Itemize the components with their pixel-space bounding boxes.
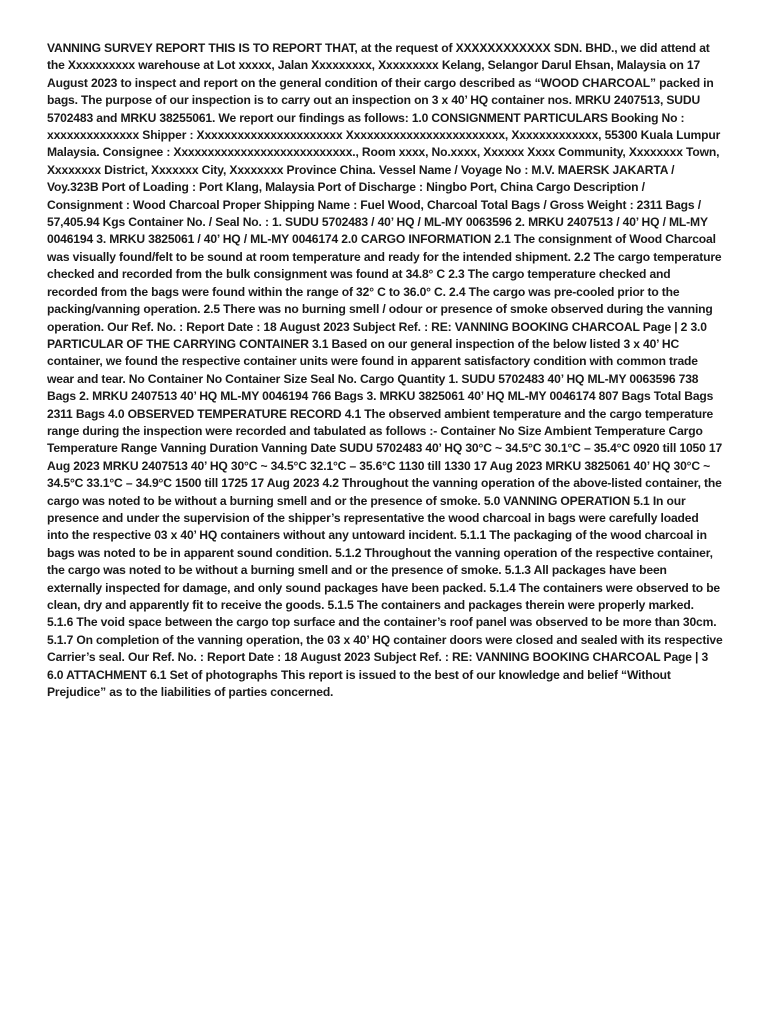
report-body-text: VANNING SURVEY REPORT THIS IS TO REPORT THAT, at the request of XXXXXXXXXXXX SDN. BHD., we did attend at the Xxxxxxxxxx warehouse at Lot xxxxx, Jalan Xxxxxxxxx, Xxxxxxxxx Kelang, Selangor Darul Ehsan, Malaysia on 17 August 2023 to inspect and report on the general condition of their cargo described as “WOOD CHARCOAL” packed in bags. The purpose of our inspection is to carry out an inspection on 3 x 40’ HQ container nos. MRKU 2407513, SUDU 5702483 and MRKU 38255061. We report our findings as follows: 1.0 CONSIGNMENT PARTICULARS Booking No : xxxxxxxxxxxxxx Shipper : Xxxxxxxxxxxxxxxxxxxxxx Xxxxxxxxxxxxxxxxxxxxxxxx, Xxxxxxxxxxxxx, 55300 Kuala Lumpur Malaysia. Consignee : Xxxxxxxxxxxxxxxxxxxxxxxxxxx., Room xxxx, No.xxxx, Xxxxxx Xxxx Community, Xxxxxxxx Town, Xxxxxxxx District, Xxxxxxx City, Xxxxxxxx Province China. Vessel Name / Voyage No : M.V. MAERSK JAKARTA / Voy.323B Port of Loading : Port Klang, Malaysia Port of Discharge : Ningbo Port, China Cargo Description / Consignment : Wood Charcoal Proper Shipping Name : Fuel Wood, Charcoal Total Bags / Gross Weight : 2311 Bags / 57,405.94 Kgs Container No. / Seal No. : 1. SUDU 5702483 / 40’ HQ / ML-MY 0063596 2. MRKU 2407513 / 40’ HQ / ML-MY 0046194 3. MRKU 3825061 / 40’ HQ / ML-MY 0046174 2.0 CARGO INFORMATION 2.1 The consignment of Wood Charcoal was visually found/felt to be sound at room temperature and ready for the intended shipment. 2.2 The cargo temperature checked and recorded from the bulk consignment was found at 34.8° C 2.3 The cargo temperature checked and recorded from the bags were found within the range of 32° C to 36.0° C. 2.4 The cargo was pre-cooled prior to the packing/vanning operation. 2.5 There was no burning smell / odour or presence of smoke observed during the vanning operation. Our Ref. No. : Report Date : 18 August 2023 Subject Ref. : RE: VANNING BOOKING CHARCOAL Page | 2 3.0 PARTICULAR OF THE CARRYING CONTAINER 3.1 Based on our general inspection of the below listed 3 x 40’ HC container, we found the respective container units were found in apparent satisfactory condition with common trade wear and tear. No Container No Container Size Seal No. Cargo Quantity 1. SUDU 5702483 40’ HQ ML-MY 0063596 738 Bags 2. MRKU 2407513 40’ HQ ML-MY 0046194 766 Bags 3. MRKU 3825061 40’ HQ ML-MY 0046174 807 Bags Total Bags 2311 Bags 4.0 OBSERVED TEMPERATURE RECORD 4.1 The observed ambient temperature and the cargo temperature range during the inspection were recorded and tabulated as follows :- Container No Size Ambient Temperature Cargo Temperature Range Vanning Duration Vanning Date SUDU 5702483 40’ HQ 30°C ~ 34.5°C 30.1°C – 35.4°C 0920 till 1050 17 Aug 2023 MRKU 2407513 40’ HQ 30°C ~ 34.5°C 32.1°C – 35.6°C 1130 till 1330 17 Aug 2023 MRKU 3825061 40’ HQ 30°C ~ 34.5°C 33.1°C – 34.9°C 1500 till 1725 17 Aug 2023 4.2 Throughout the vanning operation of the above-listed container, the cargo was noted to be without a burning smell and or the presence of smoke. 5.0 VANNING OPERATION 5.1 In our presence and under the supervision of the shipper’s representative the wood charcoal in bags were carefully loaded into the respective 03 x 40’ HQ containers without any untoward incident. 5.1.1 The packaging of the wood charcoal in bags was noted to be in apparent sound condition. 5.1.2 Throughout the vanning operation of the respective container, the cargo was noted to be without a burning smell and or the presence of smoke. 5.1.3 All packages have been externally inspected for damage, and only sound packages have been packed. 5.1.4 The containers were observed to be clean, dry and apparently fit to receive the goods. 5.1.5 The containers and packages therein were properly marked. 5.1.6 The void space between the cargo top surface and the container’s roof panel was observed to be more than 30cm. 5.1.7 On completion of the vanning operation, the 03 x 40’ HQ container doors were closed and sealed with its respective Carrier’s seal. Our Ref. No. : Report Date : 18 August 2023 Subject Ref. : RE: VANNING BOOKING CHARCOAL Page | 3 6.0 ATTACHMENT 6.1 Set of photographs This report is issued to the best of our knowledge and belief “Without Prejudice” as to the liabilities of parties concerned. (47, 41, 723, 700)
